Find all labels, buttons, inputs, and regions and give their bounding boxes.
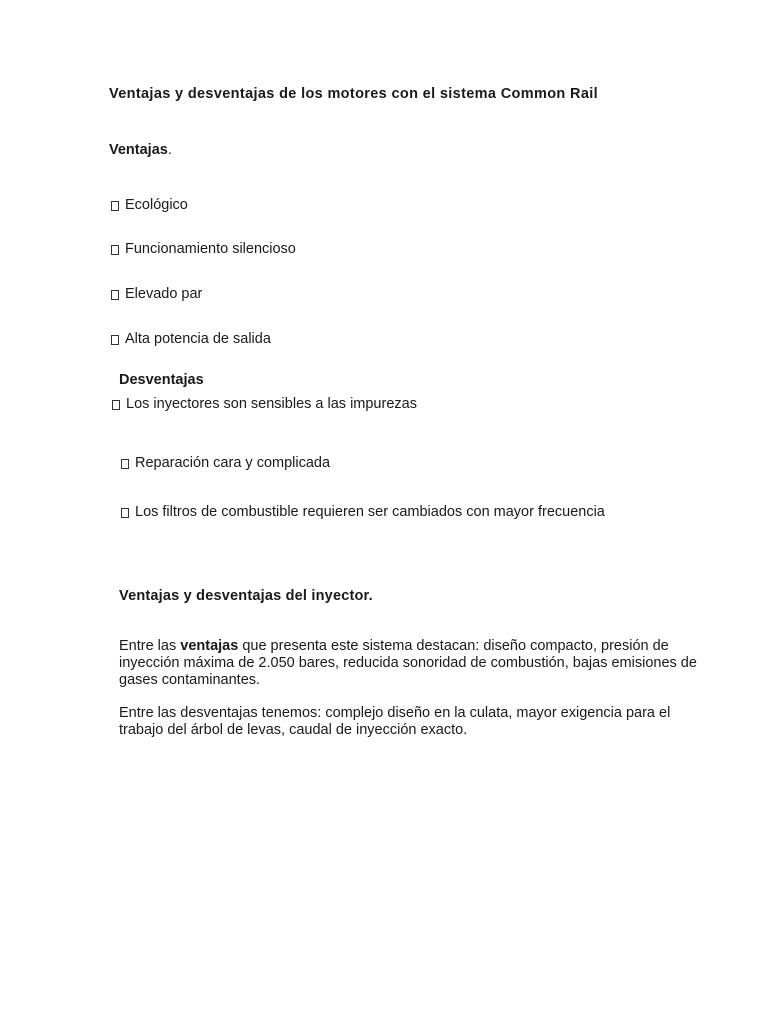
list-item-text: Ecológico bbox=[125, 197, 188, 213]
list-item-text: Elevado par bbox=[125, 286, 203, 302]
para1-rest: que presenta este sistema destacan: diseño compacto, presión de inyección máxima de 2.050 bares, reducida sonoridad de combustión, bajas emisiones de gases contaminantes. bbox=[119, 638, 697, 688]
bullet-box-icon bbox=[111, 335, 119, 345]
list-item bbox=[111, 241, 296, 258]
list-item bbox=[121, 504, 605, 521]
inyector-heading: Ventajas y desventajas del inyector. bbox=[119, 588, 373, 604]
list-item-text: Alta potencia de salida bbox=[125, 331, 271, 347]
ventajas-heading-label: Ventajas bbox=[109, 142, 168, 158]
ventajas-heading bbox=[109, 142, 172, 159]
bullet-box-icon bbox=[111, 290, 119, 300]
paragraph-ventajas bbox=[119, 638, 709, 689]
list-item bbox=[111, 331, 271, 348]
desventajas-heading: Desventajas bbox=[119, 372, 204, 388]
paragraph-desventajas: Entre las desventajas tenemos: complejo diseño en la culata, mayor exigencia para el trabajo del árbol de levas, caudal de inyección exacto. bbox=[119, 705, 671, 738]
bullet-box-icon bbox=[121, 459, 129, 469]
list-item-text: Funcionamiento silencioso bbox=[125, 241, 296, 257]
list-item bbox=[111, 286, 202, 303]
list-item-text: Reparación cara y complicada bbox=[135, 455, 331, 471]
bullet-box-icon bbox=[111, 245, 119, 255]
list-item-text: Los inyectores son sensibles a las impurezas bbox=[126, 396, 417, 412]
para1-prefix: Entre las bbox=[119, 638, 181, 654]
bullet-box-icon bbox=[121, 508, 129, 518]
list-item bbox=[112, 396, 417, 413]
ventajas-heading-punct: . bbox=[167, 142, 172, 158]
bullet-box-icon bbox=[111, 201, 119, 211]
document-title: Ventajas y desventajas de los motores con el sistema Common Rail bbox=[109, 86, 598, 102]
para1-bold: ventajas bbox=[180, 638, 239, 654]
list-item bbox=[121, 455, 330, 472]
list-item bbox=[111, 197, 188, 214]
bullet-box-icon bbox=[112, 400, 120, 410]
list-item-text: Los filtros de combustible requieren ser cambiados con mayor frecuencia bbox=[135, 504, 605, 520]
